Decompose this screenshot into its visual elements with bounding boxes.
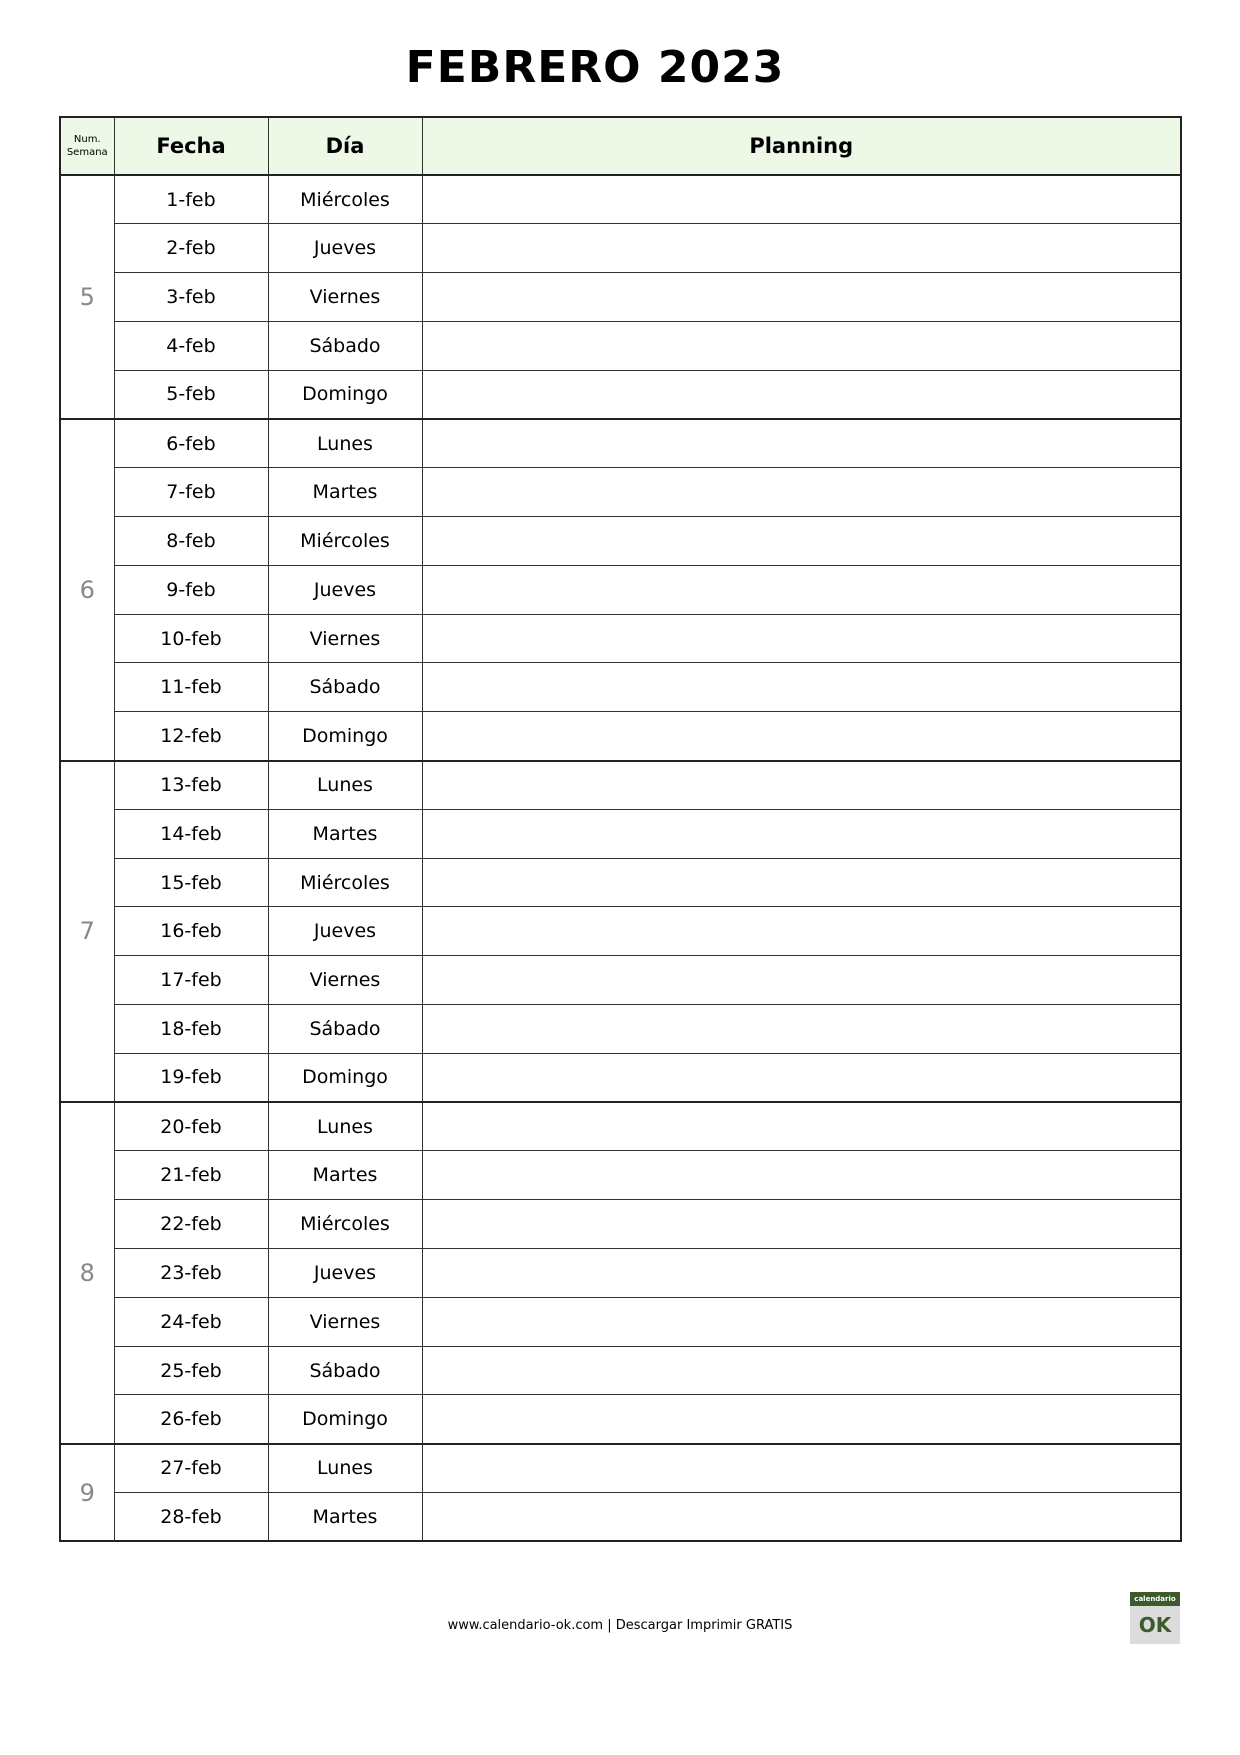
date-cell: 3-feb <box>114 273 268 322</box>
planning-cell[interactable] <box>422 1053 1181 1102</box>
table-row <box>60 1053 1181 1102</box>
planning-cell[interactable] <box>422 1200 1181 1249</box>
date-cell: 27-feb <box>114 1444 268 1493</box>
planning-cell[interactable] <box>422 565 1181 614</box>
planning-table-body <box>60 175 1181 1541</box>
planning-cell[interactable] <box>422 761 1181 810</box>
planning-cell[interactable] <box>422 1249 1181 1298</box>
planning-cell[interactable] <box>422 370 1181 419</box>
week-number: 7 <box>60 761 114 1103</box>
table-row <box>60 1200 1181 1249</box>
day-cell: Viernes <box>268 1297 422 1346</box>
day-cell: Domingo <box>268 1395 422 1444</box>
day-cell: Jueves <box>268 565 422 614</box>
calendario-ok-logo <box>1130 1592 1180 1644</box>
planning-cell[interactable] <box>422 1151 1181 1200</box>
table-row <box>60 858 1181 907</box>
date-cell: 26-feb <box>114 1395 268 1444</box>
table-row <box>60 321 1181 370</box>
day-cell: Jueves <box>268 224 422 273</box>
planning-cell[interactable] <box>422 1346 1181 1395</box>
table-row <box>60 663 1181 712</box>
planning-cell[interactable] <box>422 1493 1181 1542</box>
day-cell: Viernes <box>268 956 422 1005</box>
date-cell: 21-feb <box>114 1151 268 1200</box>
table-row <box>60 565 1181 614</box>
table-row <box>60 224 1181 273</box>
day-cell: Martes <box>268 1151 422 1200</box>
planning-cell[interactable] <box>422 468 1181 517</box>
table-row <box>60 1346 1181 1395</box>
week-header-line2: Semana <box>66 147 108 158</box>
footer-text: www.calendario-ok.com | Descargar Imprimir GRATIS <box>447 1618 793 1633</box>
planning-cell[interactable] <box>422 175 1181 224</box>
planning-cell[interactable] <box>422 321 1181 370</box>
date-cell: 5-feb <box>114 370 268 419</box>
day-cell: Jueves <box>268 1249 422 1298</box>
date-cell: 20-feb <box>114 1102 268 1151</box>
date-cell: 16-feb <box>114 907 268 956</box>
table-row <box>60 517 1181 566</box>
day-cell: Miércoles <box>268 175 422 224</box>
date-cell: 11-feb <box>114 663 268 712</box>
day-cell: Lunes <box>268 1444 422 1493</box>
date-cell: 1-feb <box>114 175 268 224</box>
table-row <box>60 370 1181 419</box>
table-row <box>60 1395 1181 1444</box>
day-cell: Viernes <box>268 614 422 663</box>
date-cell: 10-feb <box>114 614 268 663</box>
planning-cell[interactable] <box>422 1444 1181 1493</box>
table-row <box>60 712 1181 761</box>
planning-cell[interactable] <box>422 1102 1181 1151</box>
planning-cell[interactable] <box>422 614 1181 663</box>
date-cell: 23-feb <box>114 1249 268 1298</box>
planning-cell[interactable] <box>422 1005 1181 1054</box>
planning-column-header: Planning <box>422 117 1181 175</box>
date-cell: 9-feb <box>114 565 268 614</box>
planning-cell[interactable] <box>422 273 1181 322</box>
planning-cell[interactable] <box>422 1395 1181 1444</box>
date-cell: 19-feb <box>114 1053 268 1102</box>
day-cell: Miércoles <box>268 1200 422 1249</box>
table-row <box>60 1102 1181 1151</box>
day-cell: Viernes <box>268 273 422 322</box>
date-cell: 7-feb <box>114 468 268 517</box>
planning-cell[interactable] <box>422 809 1181 858</box>
date-cell: 8-feb <box>114 517 268 566</box>
table-row <box>60 1005 1181 1054</box>
day-cell: Sábado <box>268 321 422 370</box>
day-cell: Domingo <box>268 1053 422 1102</box>
planning-cell[interactable] <box>422 419 1181 468</box>
planning-cell[interactable] <box>422 858 1181 907</box>
day-cell: Miércoles <box>268 858 422 907</box>
week-number: 6 <box>60 419 114 761</box>
week-number: 8 <box>60 1102 114 1444</box>
week-number-header <box>60 117 114 175</box>
page-title: FEBRERO 2023 <box>405 42 785 93</box>
table-row <box>60 809 1181 858</box>
table-row <box>60 175 1181 224</box>
day-cell: Lunes <box>268 761 422 810</box>
planning-cell[interactable] <box>422 1297 1181 1346</box>
week-number: 5 <box>60 175 114 419</box>
planning-cell[interactable] <box>422 517 1181 566</box>
logo-bottom-text: OK <box>1130 1606 1180 1644</box>
table-row <box>60 956 1181 1005</box>
date-cell: 6-feb <box>114 419 268 468</box>
table-row <box>60 1297 1181 1346</box>
planning-table <box>59 116 1182 1542</box>
table-row <box>60 1249 1181 1298</box>
day-cell: Martes <box>268 1493 422 1542</box>
day-cell: Lunes <box>268 419 422 468</box>
day-cell: Sábado <box>268 1005 422 1054</box>
table-row <box>60 1151 1181 1200</box>
date-cell: 18-feb <box>114 1005 268 1054</box>
day-cell: Lunes <box>268 1102 422 1151</box>
week-number: 9 <box>60 1444 114 1542</box>
table-row <box>60 468 1181 517</box>
table-row <box>60 419 1181 468</box>
day-cell: Miércoles <box>268 517 422 566</box>
planning-cell[interactable] <box>422 907 1181 956</box>
table-row <box>60 1493 1181 1542</box>
day-cell: Martes <box>268 809 422 858</box>
planning-cell[interactable] <box>422 956 1181 1005</box>
table-header-row <box>60 117 1181 175</box>
date-cell: 15-feb <box>114 858 268 907</box>
day-cell: Domingo <box>268 370 422 419</box>
table-row <box>60 614 1181 663</box>
date-cell: 2-feb <box>114 224 268 273</box>
table-row <box>60 761 1181 810</box>
planning-cell[interactable] <box>422 224 1181 273</box>
day-cell: Sábado <box>268 663 422 712</box>
date-cell: 28-feb <box>114 1493 268 1542</box>
day-cell: Sábado <box>268 1346 422 1395</box>
date-cell: 12-feb <box>114 712 268 761</box>
date-column-header: Fecha <box>114 117 268 175</box>
date-cell: 14-feb <box>114 809 268 858</box>
day-cell: Martes <box>268 468 422 517</box>
planning-cell[interactable] <box>422 712 1181 761</box>
table-row <box>60 1444 1181 1493</box>
date-cell: 4-feb <box>114 321 268 370</box>
day-cell: Jueves <box>268 907 422 956</box>
week-header-line1: Num. <box>73 134 101 145</box>
date-cell: 13-feb <box>114 761 268 810</box>
day-cell: Domingo <box>268 712 422 761</box>
date-cell: 24-feb <box>114 1297 268 1346</box>
table-row <box>60 273 1181 322</box>
date-cell: 22-feb <box>114 1200 268 1249</box>
date-cell: 25-feb <box>114 1346 268 1395</box>
logo-top-text: calendario <box>1130 1592 1180 1606</box>
planning-cell[interactable] <box>422 663 1181 712</box>
day-column-header: Día <box>268 117 422 175</box>
table-row <box>60 907 1181 956</box>
date-cell: 17-feb <box>114 956 268 1005</box>
